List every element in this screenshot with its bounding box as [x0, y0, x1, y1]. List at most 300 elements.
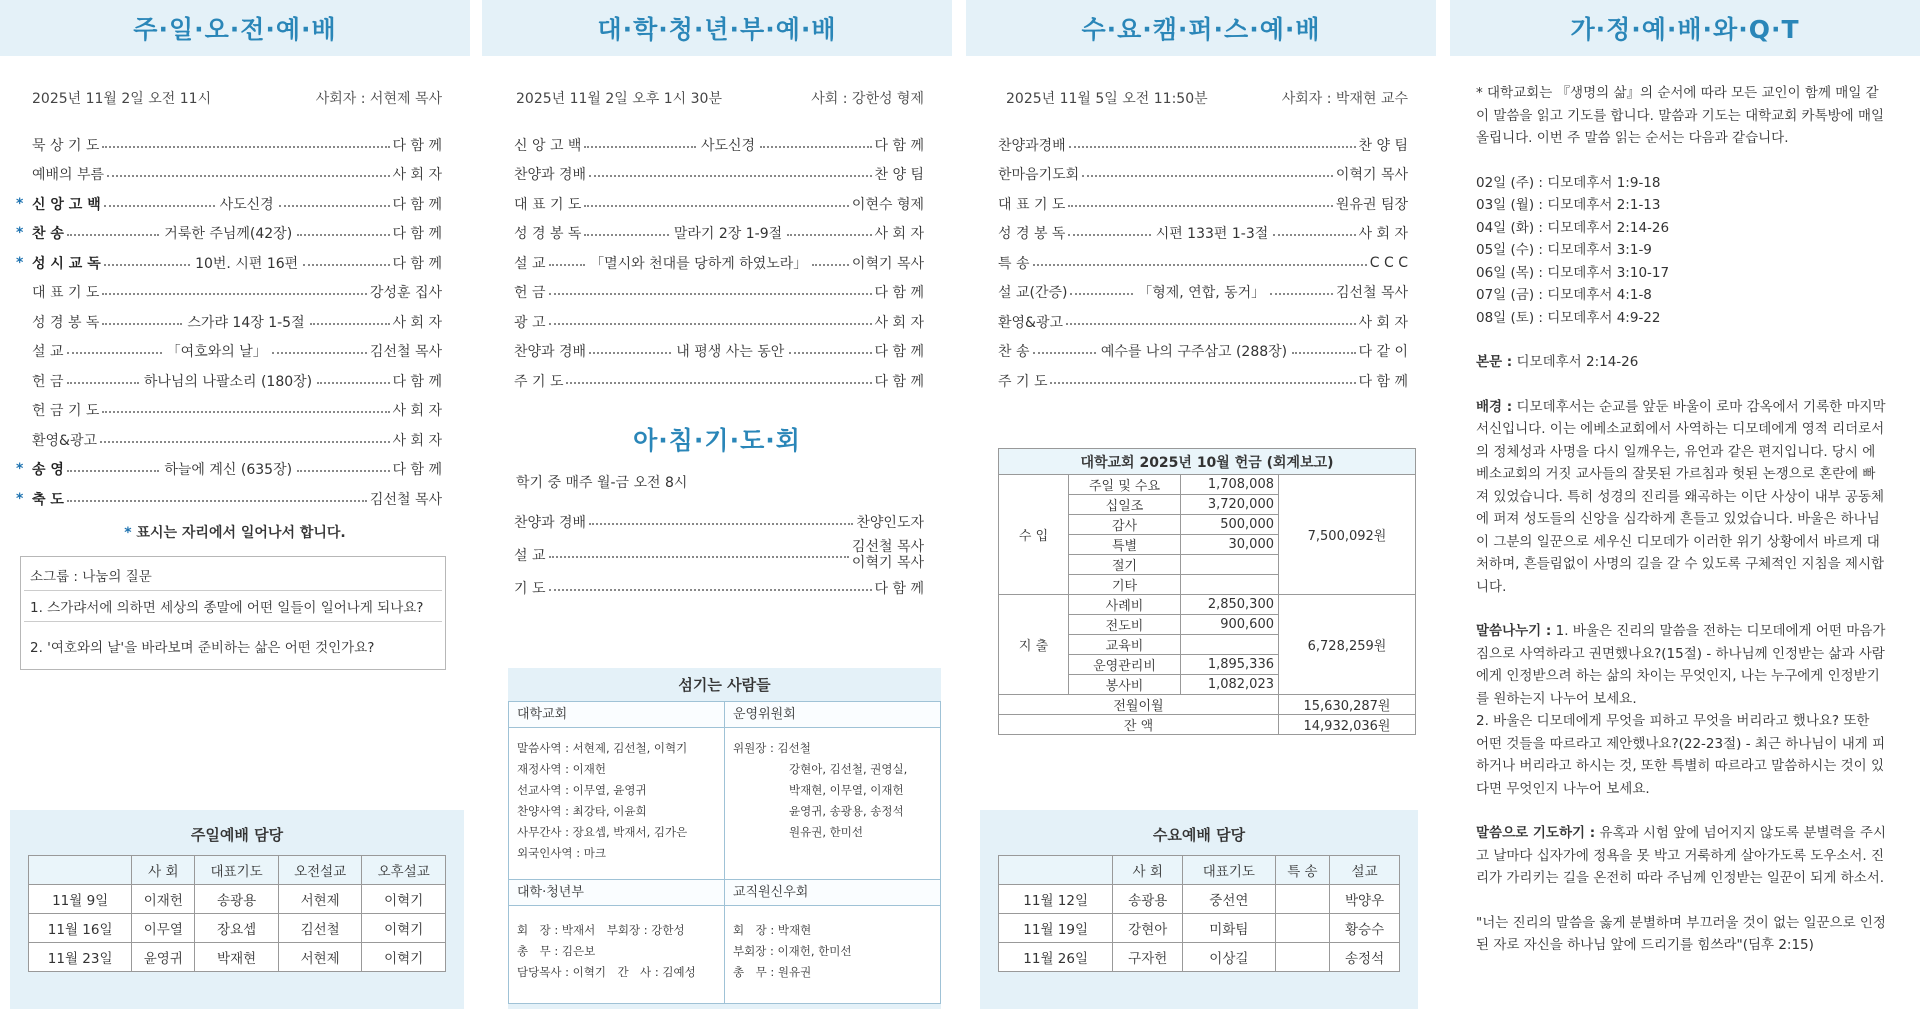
- order-person: 사 회 자: [874, 226, 925, 243]
- duty-cell: 강현아: [1113, 914, 1183, 943]
- order-person: 강성훈 집사: [369, 285, 442, 302]
- order-row: [966, 366, 1436, 396]
- leader-dots: [1273, 234, 1355, 236]
- leader-dots: [549, 264, 586, 266]
- offering-income-row: [999, 475, 1416, 495]
- expense-amount: 1,082,023: [1181, 675, 1279, 695]
- order-person: 이혁기 목사: [1335, 167, 1408, 184]
- duty-cell: 미화팀: [1183, 914, 1275, 943]
- duty-cell: [1275, 914, 1330, 943]
- duty-row: [999, 943, 1400, 972]
- sunday-duty-panel: [10, 810, 464, 1009]
- order-detail: 예수를 나의 구주삼고 (288장): [1100, 344, 1288, 361]
- leader-dots: [760, 146, 871, 148]
- order-row: [0, 130, 470, 160]
- leader-dots: [1068, 205, 1332, 207]
- order-row: [482, 189, 952, 219]
- leader-dots: [812, 264, 849, 266]
- wednesday-duty-title: 수요예배 담당: [1152, 826, 1246, 844]
- leader-dots: [589, 523, 853, 525]
- order-label: 설 교(간증): [998, 285, 1068, 302]
- duty-row: [29, 943, 446, 972]
- order-label: 설 교: [514, 255, 546, 272]
- servers-panel: [508, 668, 941, 1009]
- sunday-duty-table: [28, 855, 446, 972]
- qt-reading-item: 05일 (수) : 디모데후서 3:1-9: [1476, 242, 1652, 258]
- server-line: 외국인사역 : 마크: [517, 846, 606, 860]
- servers-uni-title: 대학교회: [509, 702, 725, 728]
- order-label: 특 송: [998, 255, 1030, 272]
- server-line: 강현아, 김선철, 권영실,: [789, 762, 908, 776]
- order-label: 찬양과 경배: [514, 515, 587, 532]
- order-label: 설 교: [514, 548, 546, 564]
- order-label: 축 도: [32, 491, 64, 508]
- wednesday-service-title: 수·요·캠·퍼·스·예·배: [966, 0, 1436, 56]
- income-label: 수 입: [999, 475, 1069, 595]
- server-line: 부회장 : 이재헌, 한미선: [733, 944, 852, 958]
- leader-dots: [107, 175, 389, 177]
- order-label: 묵 상 기 도: [32, 137, 100, 154]
- qt-verse: "너는 진리의 말씀을 옳게 분별하며 부끄러울 것이 없는 일꾼으로 인정된 자로 자신을 하나님 앞에 드리기를 힘쓰라"(딤후 2:15): [1476, 914, 1886, 953]
- income-item: 주일 및 수요: [1069, 475, 1181, 495]
- order-label: 찬양과 경배: [514, 167, 587, 184]
- duty-cell: 서현제: [278, 885, 362, 914]
- order-person: 찬 양 팀: [1358, 137, 1408, 154]
- order-row: [482, 537, 952, 573]
- order-label: 성 시 교 독: [32, 255, 101, 272]
- leader-dots: [67, 352, 162, 354]
- servers-ops-list: [725, 728, 941, 880]
- qt-reading-item: 02일 (주) : 디모데후서 1:9-18: [1476, 174, 1661, 191]
- order-label: 신 앙 고 백: [514, 137, 582, 154]
- order-person: 다 함 께: [874, 344, 924, 361]
- expense-amount: 2,850,300: [1181, 595, 1279, 615]
- duty-cell: 11월 19일: [999, 914, 1113, 943]
- income-amount: 500,000: [1181, 515, 1279, 535]
- leader-dots: [102, 293, 366, 295]
- qt-readings: [1476, 172, 1886, 330]
- duty-header-cell: 대표기도: [1183, 856, 1275, 885]
- expense-amount: [1181, 635, 1279, 655]
- youth-date: 2025년 11월 2일 오후 1시 30분: [516, 91, 722, 107]
- order-label: 예배의 부름: [32, 167, 105, 184]
- servers-uni-list: [509, 728, 725, 880]
- leader-dots: [1068, 234, 1150, 236]
- server-line: 위원장 : 김선철: [733, 741, 811, 755]
- carry-label: 전월이월: [999, 695, 1279, 715]
- duty-cell: 황승수: [1330, 914, 1400, 943]
- order-person-group: [852, 539, 924, 571]
- duty-cell: 이무열: [132, 914, 195, 943]
- order-label: 한마음기도회: [998, 167, 1080, 184]
- servers-staff-title: 교직원신우회: [725, 880, 941, 906]
- qt-reading-item: 06일 (목) : 디모데후서 3:10-17: [1476, 264, 1670, 281]
- order-row: [0, 484, 470, 514]
- income-item: 기타: [1069, 575, 1181, 595]
- order-row: [0, 189, 470, 219]
- qt-sharing: 말씀나누기 : 1. 바울은 진리의 말씀을 전하는 디모데에게 어떤 마음가짐으로 사역하라고 권면했나요?(15절) - 하나님께 인정받는 삶과 사람에게 인정받으려 하는 삶의 차이는 무엇인지, 나는 누구에게 인정받기를 원하는지 나누어 보세요. 2. 바울은 디모데에게 무엇을 피하고 무엇을 버리라고 했나요? 또한 어떤 것들을 따르라고 제안했나요?(22-23절) - 최근 하나님이 내게 피하거나 버리라고 하시는 것, 또한 특별히 따르라고 말씀하시는 것이 있다면 무엇인지 나누어 보세요.: [1476, 623, 1886, 797]
- duty-header-row: [29, 856, 446, 885]
- leader-dots: [1033, 352, 1096, 354]
- order-person: 원유권 팀장: [1335, 196, 1408, 213]
- leader-dots: [102, 411, 389, 413]
- order-row: [0, 337, 470, 367]
- duty-row: [999, 885, 1400, 914]
- leader-dots: [1270, 293, 1333, 295]
- order-detail: 10번. 시편 16편: [195, 255, 299, 272]
- duty-cell: 이혁기: [362, 914, 446, 943]
- order-person: 김선철 목사: [369, 491, 442, 508]
- expense-item: 운영관리비: [1069, 655, 1181, 675]
- wednesday-order-list: [966, 130, 1436, 396]
- income-amount: 3,720,000: [1181, 495, 1279, 515]
- leader-dots: [303, 264, 389, 266]
- order-label: 찬양과경배: [998, 137, 1066, 154]
- order-detail: 사도신경: [700, 137, 756, 154]
- order-label: 대 표 기 도: [514, 196, 582, 213]
- duty-header-row: [999, 856, 1400, 885]
- leader-dots: [317, 382, 389, 384]
- leader-dots: [589, 352, 671, 354]
- order-person: 다 함 께: [392, 196, 442, 213]
- leader-dots: [1070, 293, 1133, 295]
- youth-leader: 사회 : 강한성 형제: [811, 91, 924, 107]
- order-detail: 「멸시와 천대를 당하게 하였노라」: [590, 255, 808, 272]
- leader-dots: [1082, 175, 1333, 177]
- servers-youth-list: [509, 906, 725, 1004]
- leader-dots: [1066, 323, 1356, 325]
- leader-dots: [1069, 146, 1356, 148]
- order-row: [966, 160, 1436, 190]
- order-person: C C C: [1369, 254, 1408, 271]
- leader-dots: [584, 146, 695, 148]
- income-amount: [1181, 555, 1279, 575]
- duty-header-cell: 사 회: [132, 856, 195, 885]
- sunday-duty-title: 주일예배 담당: [190, 826, 284, 844]
- order-label: 기 도: [514, 580, 546, 597]
- leader-dots: [100, 441, 390, 443]
- sunday-service-title: 주·일·오·전·예·배: [0, 0, 470, 56]
- duty-row: [29, 885, 446, 914]
- duty-cell: 송광용: [195, 885, 279, 914]
- duty-cell: 송광용: [1113, 885, 1183, 914]
- duty-cell: 서현제: [278, 943, 362, 972]
- standing-star-icon: *: [16, 254, 24, 271]
- order-person: 다 함 께: [874, 137, 925, 154]
- duty-cell: 김선철: [278, 914, 362, 943]
- expense-amount: 900,600: [1181, 615, 1279, 635]
- order-row: [966, 248, 1436, 278]
- order-person: 김선철 목사: [369, 344, 442, 361]
- duty-header-cell: 오후설교: [362, 856, 446, 885]
- duty-cell: 이혁기: [362, 943, 446, 972]
- offering-report: [998, 448, 1416, 735]
- qt-reading-item: 07일 (금) : 디모데후서 4:1-8: [1476, 287, 1652, 303]
- order-person: 사 회 자: [392, 432, 442, 449]
- qt-intro: * 대학교회는 『생명의 삶』의 순서에 따라 모든 교인이 함께 매일 같이 말씀을 읽고 기도를 합니다. 말씀과 기도는 대학교회 카톡방에 매일 올립니다. 이번 주 말씀 읽는 순서는 다음과 같습니다.: [1476, 85, 1885, 146]
- order-detail: 사도신경: [219, 196, 274, 213]
- duty-cell: 송정석: [1330, 943, 1400, 972]
- leader-dots: [566, 382, 871, 384]
- offering-balance-row: [999, 715, 1416, 735]
- leader-dots: [67, 500, 367, 502]
- order-person: 김선철 목사: [1335, 285, 1409, 302]
- order-row: [0, 248, 470, 278]
- income-item: 절기: [1069, 555, 1181, 575]
- order-person: 다 함 께: [392, 226, 442, 243]
- leader-dots: [1033, 264, 1367, 266]
- duty-cell: 11월 26일: [999, 943, 1113, 972]
- duty-cell: 이상길: [1183, 943, 1275, 972]
- expense-label: 지 출: [999, 595, 1069, 695]
- small-group-question: 1. 스가랴서에 의하면 세상의 종말에 어떤 일들이 일어나게 되나요?: [24, 591, 442, 622]
- order-label: 찬 송: [32, 226, 64, 243]
- sunday-order-list: [0, 130, 470, 514]
- order-row: [0, 160, 470, 190]
- duty-header-cell: [999, 856, 1113, 885]
- order-person: 사 회 자: [1358, 314, 1408, 331]
- income-total: 7,500,092원: [1279, 475, 1416, 595]
- qt-reading-item: 08일 (토) : 디모데후서 4:9-22: [1476, 309, 1661, 326]
- duty-row: [999, 914, 1400, 943]
- server-line: 박재현, 이무열, 이재헌: [789, 783, 904, 797]
- leader-dots: [1050, 382, 1355, 384]
- servers-ops-title: 운영위원회: [725, 702, 941, 728]
- servers-title: 섬기는 사람들: [678, 676, 771, 694]
- expense-item: 봉사비: [1069, 675, 1181, 695]
- wednesday-leader: 사회자 : 박재현 교수: [1281, 91, 1408, 107]
- leader-dots: [549, 293, 872, 295]
- order-row: [482, 130, 952, 160]
- order-person: 찬 양 팀: [874, 167, 924, 184]
- order-label: 환영&광고: [998, 314, 1064, 331]
- order-detail: 「형제, 연합, 동거」: [1138, 285, 1266, 302]
- order-person: 다 함 께: [392, 462, 442, 479]
- duty-cell: 박재현: [195, 943, 279, 972]
- order-row: [482, 219, 952, 249]
- order-label: 찬 송: [998, 344, 1030, 361]
- small-group-title: 소그룹 : 나눔의 질문: [24, 560, 442, 591]
- morning-prayer-title: 아·침·기·도·회: [633, 425, 801, 455]
- order-row: [482, 160, 952, 190]
- youth-order-list: [482, 130, 952, 396]
- servers-staff-list: [725, 906, 941, 1004]
- order-person: 사 회 자: [392, 167, 442, 184]
- order-detail: 하나님의 나팔소리 (180장): [143, 373, 313, 390]
- morning-order-list: [482, 508, 952, 603]
- order-detail: 시편 133편 1-3절: [1155, 226, 1269, 243]
- duty-cell: 이재헌: [132, 885, 195, 914]
- order-person: 다 함 께: [874, 285, 924, 302]
- youth-service-title: 대·학·청·년·부·예·배: [482, 0, 952, 56]
- duty-header-cell: 설교: [1330, 856, 1400, 885]
- server-line: 재정사역 : 이재헌: [517, 762, 606, 776]
- duty-cell: 11월 9일: [29, 885, 132, 914]
- balance-label: 잔 액: [999, 715, 1279, 735]
- order-label: 대 표 기 도: [998, 196, 1066, 213]
- order-person: 김선철 목사: [851, 539, 924, 555]
- standing-star-icon: *: [16, 195, 24, 212]
- sunday-service-column: [0, 0, 470, 1009]
- carry-amount: 15,630,287원: [1279, 695, 1416, 715]
- order-row: [482, 366, 952, 396]
- order-person: 사 회 자: [1358, 226, 1408, 243]
- order-row: [966, 337, 1436, 367]
- qt-body: [1476, 82, 1886, 979]
- expense-item: 사례비: [1069, 595, 1181, 615]
- order-person: 사 회 자: [392, 314, 443, 331]
- standing-note: * 표시는 자리에서 일어나서 합니다.: [124, 524, 346, 541]
- duty-header-cell: 오전설교: [278, 856, 362, 885]
- morning-prayer-time: 학기 중 매주 월-금 오전 8시: [516, 474, 688, 491]
- order-label: 헌 금 기 도: [32, 403, 100, 420]
- income-item: 감사: [1069, 515, 1181, 535]
- order-row: [482, 573, 952, 603]
- order-label: 찬양과 경배: [514, 344, 587, 361]
- order-person: 다 함 께: [392, 373, 442, 390]
- order-label: 송 영: [32, 462, 64, 479]
- duty-cell: [1275, 943, 1330, 972]
- order-row: [0, 307, 470, 337]
- server-line: 사무간사 : 장요셉, 박재서, 김가은: [517, 825, 688, 839]
- sunday-date: 2025년 11월 2일 오전 11시: [32, 91, 212, 107]
- offering-title: 대학교회 2025년 10월 헌금 (회계보고): [999, 449, 1416, 475]
- order-detail: 거룩한 주님께(42장): [164, 226, 293, 243]
- order-row: [966, 278, 1436, 308]
- duty-header-cell: [29, 856, 132, 885]
- order-row: [0, 396, 470, 426]
- qt-prayer: 말씀으로 기도하기 : 유혹과 시험 앞에 넘어지지 않도록 분별력을 주시고 날마다 십자가에 정욕을 못 박고 거룩하게 살아가도록 도우소서. 진리가 가리키는 길을 온전히 따라 주님께 인정받는 일꾼이 되게 하소서.: [1476, 825, 1887, 886]
- income-item: 십일조: [1069, 495, 1181, 515]
- duty-row: [29, 914, 446, 943]
- order-label: 환영&광고: [32, 432, 98, 449]
- income-amount: 1,708,008: [1181, 475, 1279, 495]
- wednesday-duty-panel: [980, 810, 1418, 1009]
- leader-dots: [789, 352, 871, 354]
- income-amount: [1181, 575, 1279, 595]
- leader-dots: [104, 205, 215, 207]
- order-row: [482, 307, 952, 337]
- qt-text: 본문 : 디모데후서 2:14-26: [1476, 354, 1639, 370]
- order-person: 다 함 께: [1358, 373, 1408, 390]
- leader-dots: [272, 352, 367, 354]
- leader-dots: [787, 234, 871, 236]
- duty-cell: 장요셉: [195, 914, 279, 943]
- order-label: 주 기 도: [998, 373, 1048, 390]
- offering-carry-row: [999, 695, 1416, 715]
- order-person: 다 함 께: [392, 137, 442, 154]
- order-row: [482, 337, 952, 367]
- duty-cell: 구자헌: [1113, 943, 1183, 972]
- qt-reading-item: 03일 (월) : 디모데후서 2:1-13: [1476, 197, 1661, 213]
- order-person: 이혁기 목사: [851, 555, 924, 571]
- server-line: 윤영귀, 송광용, 송정석: [789, 804, 904, 818]
- server-line: 선교사역 : 이무열, 윤영귀: [517, 783, 647, 797]
- qt-background: 배경 : 디모데후서는 순교를 앞둔 바울이 로마 감옥에서 기록한 마지막 서신입니다. 이는 에베소교회에서 사역하는 디모데에게 영적 리더로서의 정체성과 사명을 다시 일깨우는, 유언과 같은 편지입니다. 당시 에베소교회의 거짓 교사들의 잘못된 가르침과 헛된 논쟁으로 혼란에 빠져 있었습니다. 특히 성경의 진리를 왜곡하는 이단 사상이 내부 공동체에 퍼져 성도들의 신앙을 심각하게 흔들고 있었습니다. 바울은 하나님이 그분의 일꾼으로 세우신 디모데가 이러한 위기 상황에서 바르게 대처하며, 흔들림없이 사명의 길을 갈 수 있도록 구체적인 지침을 제시합니다.: [1476, 398, 1886, 595]
- order-row: [0, 219, 470, 249]
- order-label: 주 기 도: [514, 373, 564, 390]
- qt-title: 가·정·예·배·와·Q·T: [1450, 0, 1920, 56]
- leader-dots: [102, 146, 389, 148]
- duty-cell: 11월 23일: [29, 943, 132, 972]
- order-row: [0, 278, 470, 308]
- duty-cell: 이혁기: [362, 885, 446, 914]
- order-person: 다 같 이: [1358, 344, 1409, 361]
- duty-header-cell: 특 송: [1275, 856, 1330, 885]
- server-line: 말씀사역 : 서현제, 김선철, 이혁기: [517, 741, 688, 755]
- order-detail: 「여호와의 날」: [166, 344, 267, 361]
- order-row: [0, 366, 470, 396]
- order-person: 다 함 께: [874, 373, 924, 390]
- order-person: 찬양인도자: [856, 515, 924, 532]
- leader-dots: [584, 205, 848, 207]
- order-detail: 말라기 2장 1-9절: [673, 226, 783, 243]
- order-detail: 스가랴 14장 1-5절: [187, 314, 305, 331]
- leader-dots: [549, 323, 872, 325]
- balance-amount: 14,932,036원: [1279, 715, 1416, 735]
- order-label: 대 표 기 도: [32, 285, 100, 302]
- order-row: [966, 219, 1436, 249]
- leader-dots: [67, 234, 159, 236]
- leader-dots: [297, 470, 389, 472]
- leader-dots: [67, 382, 139, 384]
- order-person: 사 회 자: [392, 403, 442, 420]
- income-amount: 30,000: [1181, 535, 1279, 555]
- server-line: 찬양사역 : 최강타, 이윤희: [517, 804, 647, 818]
- expense-item: 전도비: [1069, 615, 1181, 635]
- wednesday-duty-table: [998, 855, 1400, 972]
- leader-dots: [297, 234, 389, 236]
- qt-reading-item: 04일 (화) : 디모데후서 2:14-26: [1476, 219, 1670, 236]
- server-line: 원유권, 한미선: [789, 825, 863, 839]
- income-item: 특별: [1069, 535, 1181, 555]
- leader-dots: [584, 234, 668, 236]
- order-label: 신 앙 고 백: [32, 196, 101, 213]
- order-label: 성 경 봉 독: [514, 226, 582, 243]
- order-label: 헌 금: [32, 373, 64, 390]
- sunday-leader: 사회자 : 서현제 목사: [315, 91, 442, 107]
- order-detail: 내 평생 사는 동안: [676, 344, 785, 361]
- servers-table: [508, 701, 941, 1004]
- order-person: 사 회 자: [874, 314, 924, 331]
- duty-cell: 박양우: [1330, 885, 1400, 914]
- order-label: 성 경 봉 독: [998, 226, 1066, 243]
- order-label: 헌 금: [514, 285, 546, 302]
- offering-expense-row: [999, 595, 1416, 615]
- order-row: [482, 508, 952, 538]
- leader-dots: [310, 323, 390, 325]
- leader-dots: [1292, 352, 1355, 354]
- leader-dots: [589, 175, 871, 177]
- server-line: 회 장 : 박재현: [733, 923, 812, 937]
- server-line: 회 장 : 박재서 부회장 : 강한성: [517, 923, 685, 937]
- standing-star-icon: *: [16, 225, 24, 242]
- expense-item: 교육비: [1069, 635, 1181, 655]
- duty-cell: 윤영귀: [132, 943, 195, 972]
- order-person: 다 함 께: [392, 255, 442, 272]
- order-label: 성 경 봉 독: [32, 314, 100, 331]
- leader-dots: [102, 323, 182, 325]
- expense-amount: 1,895,336: [1181, 655, 1279, 675]
- order-person: 이혁기 목사: [851, 255, 924, 272]
- order-row: [482, 278, 952, 308]
- order-detail: 하늘에 계신 (635장): [164, 462, 293, 479]
- server-line: 총 무 : 원유권: [733, 965, 812, 979]
- order-person: 다 함 께: [874, 580, 924, 597]
- order-person: 이현수 형제: [851, 196, 924, 213]
- server-line: 담당목사 : 이혁기 간 사 : 김예성: [517, 965, 696, 979]
- small-group-question: 2. '여호와의 날'을 바라보며 준비하는 삶은 어떤 것인가요?: [30, 639, 375, 656]
